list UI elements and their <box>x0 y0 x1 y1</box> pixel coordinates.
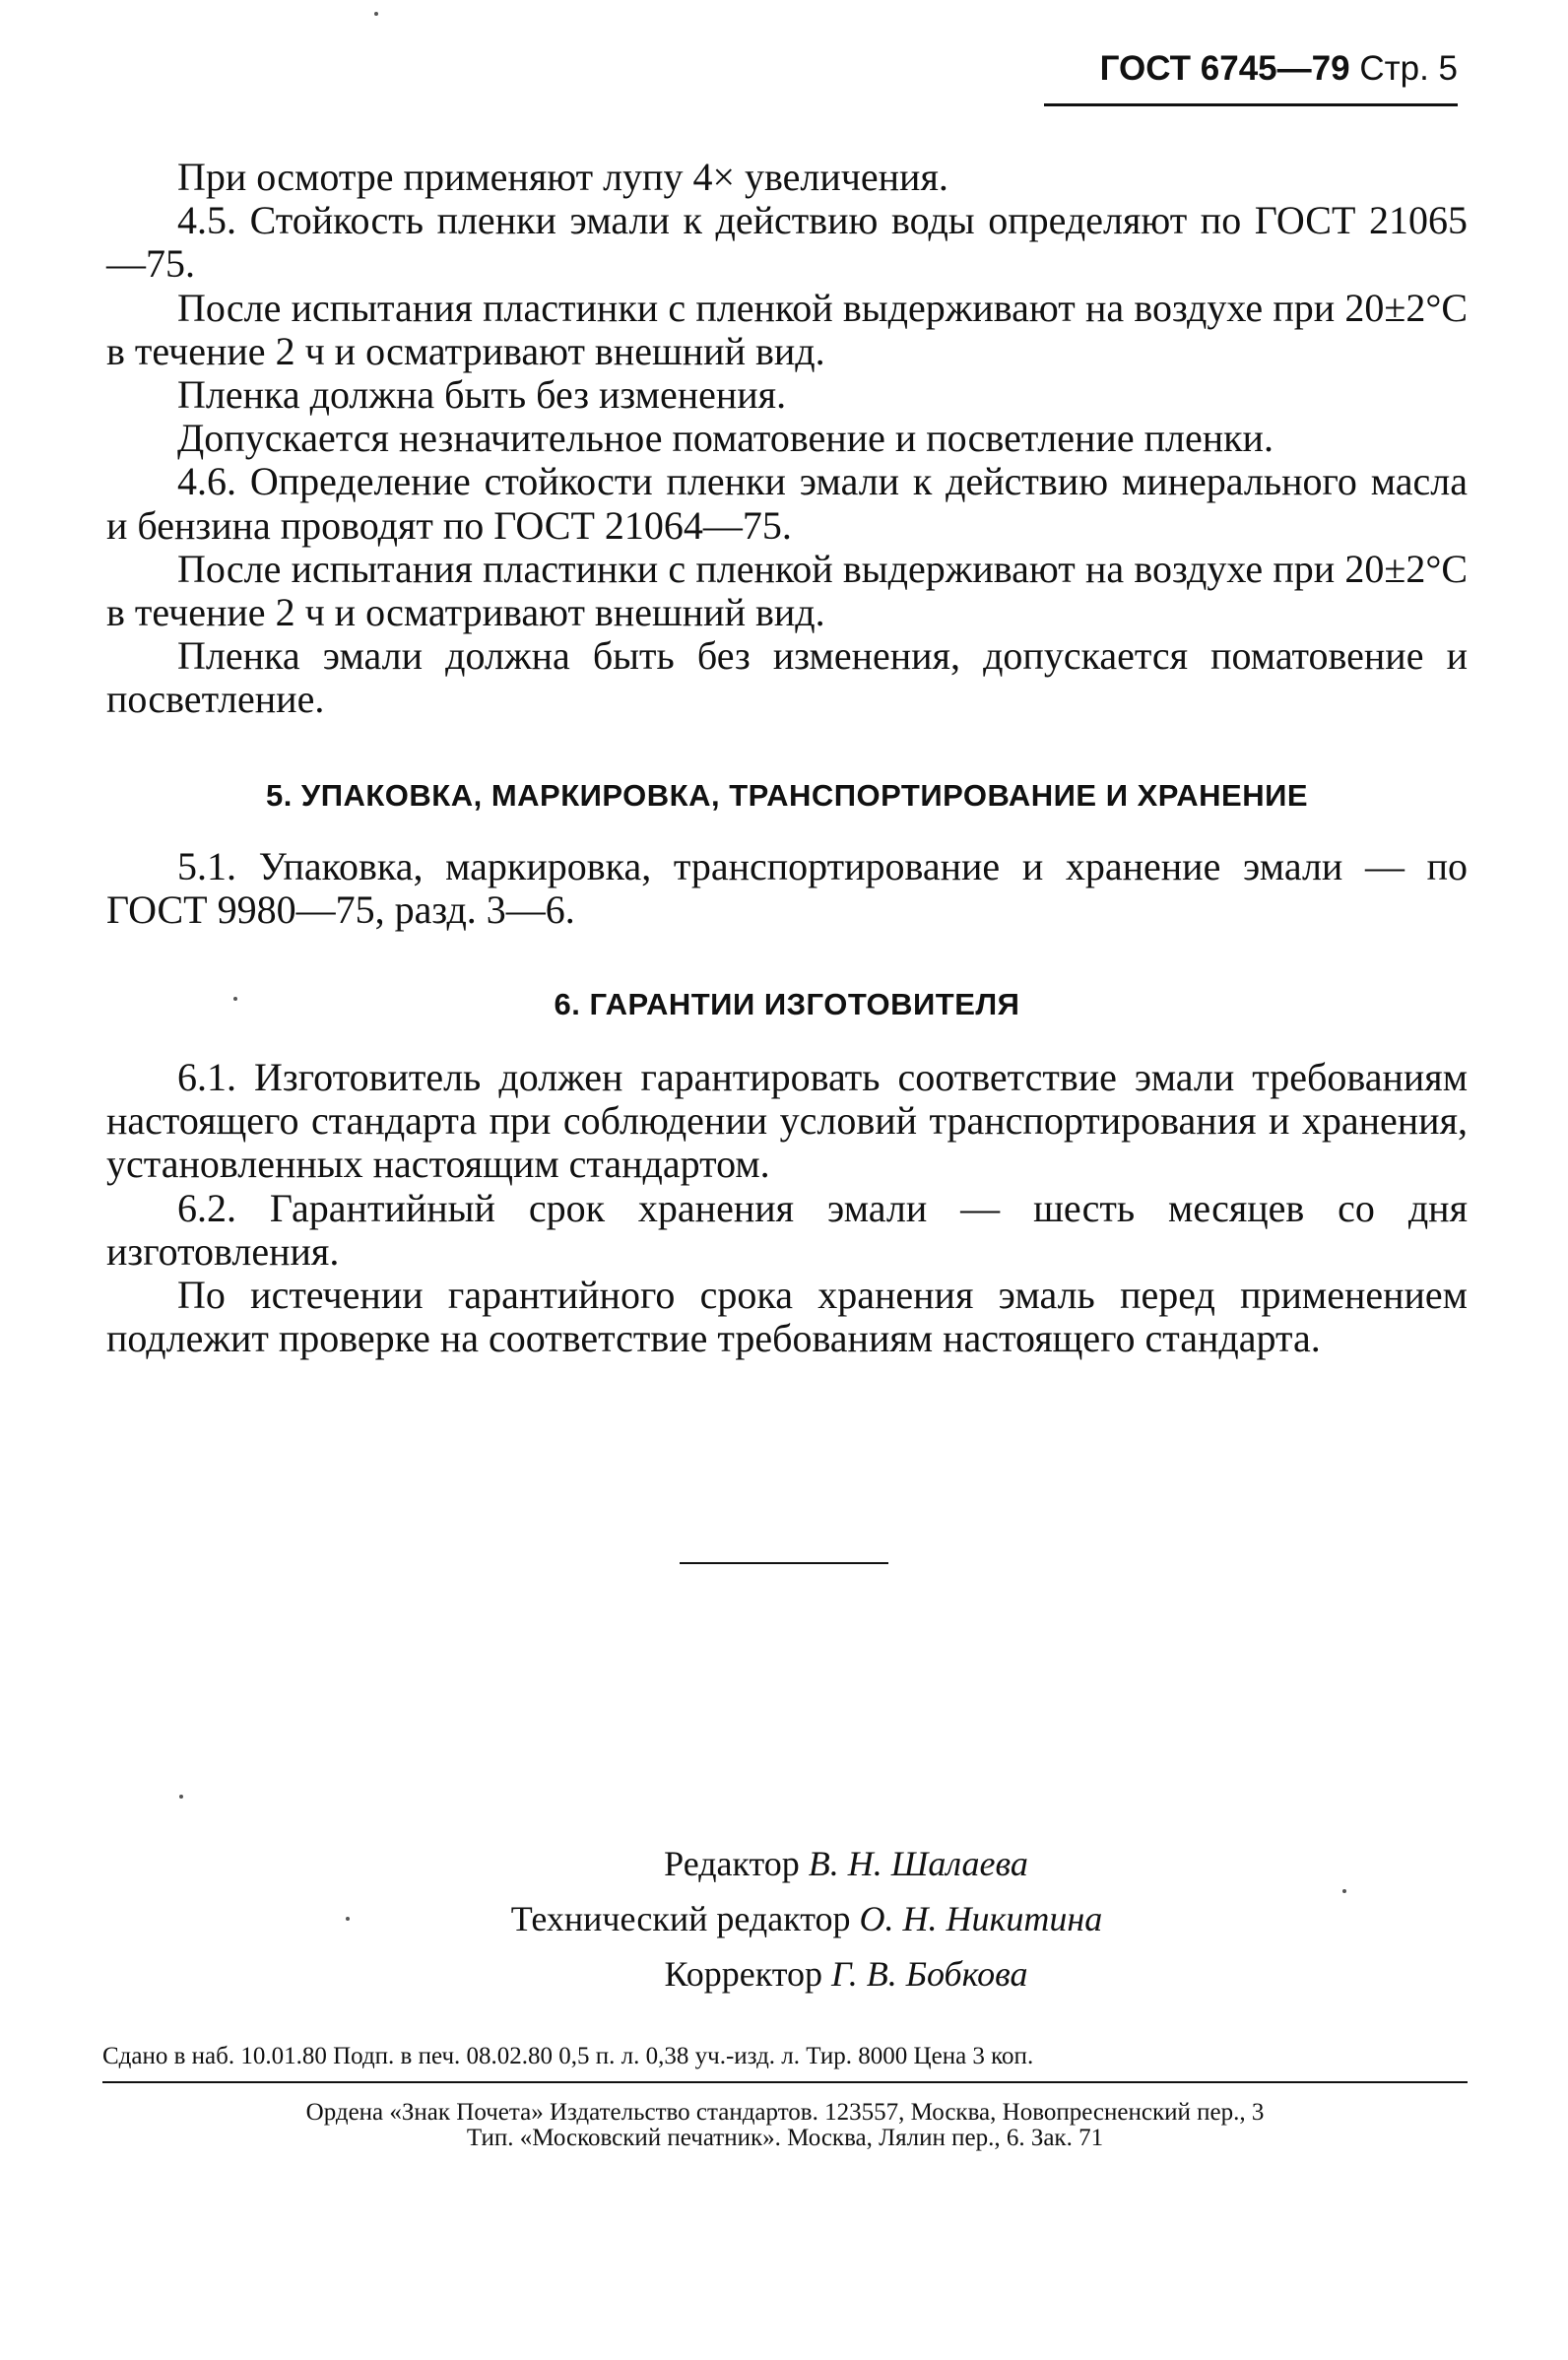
clause-4-6: 4.6. Определение стойкости пленки эмали к действию минерального масла и бензина проводят по ГОСТ 21064—75. <box>106 459 1468 548</box>
print-imprint: Сдано в наб. 10.01.80 Подп. в печ. 08.02.80 0,5 п. л. 0,38 уч.-изд. л. Тир. 8000 Цена 3 коп. <box>102 2043 1034 2069</box>
end-of-text-rule <box>680 1562 888 1564</box>
scan-speck <box>346 1917 350 1921</box>
section-6-title: 6. ГАРАНТИИ ИЗГОТОВИТЕЛЯ <box>554 987 1020 1021</box>
page-number: Стр. 5 <box>1359 49 1458 88</box>
credits-block <box>106 1836 1468 2001</box>
clause-6-2: 6.2. Гарантийный срок хранения эмали — шесть месяцев со дня изготовления. <box>106 1185 1468 1274</box>
clause-4-5: 4.5. Стойкость пленки эмали к действию воды определяют по ГОСТ 21065—75. <box>106 198 1468 287</box>
tech-editor-label: Технический редактор <box>510 1899 851 1938</box>
body-paragraph: По истечении гарантийного срока хранения эмаль перед применением подлежит проверке на соответствие требованиям настоящего стандарта. <box>106 1273 1468 1361</box>
body-paragraph: При осмотре применяют лупу 4× увеличения. <box>177 155 948 199</box>
publisher-info <box>102 2100 1468 2151</box>
proofreader-label: Корректор <box>664 1954 822 1994</box>
body-paragraph: Допускается незначительное поматовение и посветление пленки. <box>177 416 1274 461</box>
editor-label: Редактор <box>664 1844 800 1883</box>
body-paragraph: Пленка эмали должна быть без изменения, допускается поматовение и посветление. <box>106 633 1468 722</box>
printer-line: Тип. «Московский печатник». Москва, Лялин пер., 6. Зак. 71 <box>466 2125 1104 2151</box>
body-paragraph: После испытания пластинки с пленкой выдерживают на воздухе при 20±2°С в течение 2 ч и осматривают внешний вид. <box>106 546 1468 635</box>
scan-speck <box>179 1795 183 1799</box>
imprint-rule <box>102 2081 1468 2083</box>
tech-editor-name: О. Н. Никитина <box>859 1899 1103 1938</box>
scan-speck <box>233 997 237 1001</box>
standard-code: ГОСТ 6745—79 <box>1099 49 1350 88</box>
proofreader-name: Г. В. Бобкова <box>831 1954 1028 1994</box>
section5-body <box>106 845 1468 932</box>
body-paragraph: Пленка должна быть без изменения. <box>177 372 787 418</box>
scan-speck <box>1342 1889 1346 1893</box>
clause-5-1: 5.1. Упаковка, маркировка, транспортирование и хранение эмали — по ГОСТ 9980—75, разд. 3—6. <box>106 844 1468 933</box>
section4-body <box>106 156 1468 722</box>
clause-6-1: 6.1. Изготовитель должен гарантировать соответствие эмали требованиям настоящего стандарта при соблюдении условий транспортирования и хранения, установленных настоящим стандартом. <box>106 1055 1468 1187</box>
body-paragraph: После испытания пластинки с пленкой выдерживают на воздухе при 20±2°С в течение 2 ч и осматривают внешний вид. <box>106 285 1468 373</box>
editor-credit <box>106 1836 1468 1891</box>
scan-speck <box>374 12 378 16</box>
publisher-line: Ордена «Знак Почета» Издательство стандартов. 123557, Москва, Новопресненский пер., 3 <box>305 2099 1265 2126</box>
header-text <box>1100 49 1458 89</box>
header-rule <box>1044 103 1458 106</box>
editor-name: В. Н. Шалаева <box>808 1844 1028 1883</box>
tech-editor-credit <box>106 1891 1468 1946</box>
page-header <box>1044 49 1458 108</box>
proofreader-credit <box>106 1946 1468 2001</box>
section-5-title: 5. УПАКОВКА, МАРКИРОВКА, ТРАНСПОРТИРОВАНИЕ И ХРАНЕНИЕ <box>265 778 1309 813</box>
section6-body <box>106 1056 1468 1360</box>
